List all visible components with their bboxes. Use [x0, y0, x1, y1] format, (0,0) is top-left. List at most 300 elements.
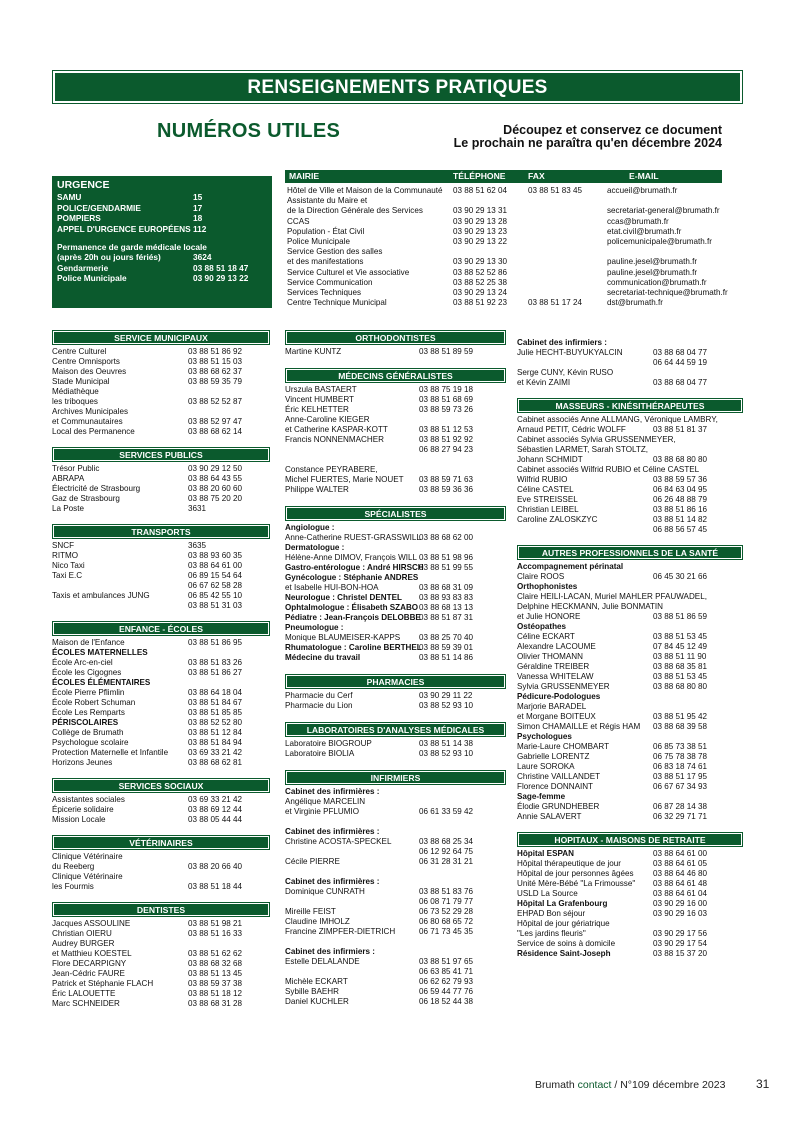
list-item: [52, 999, 270, 1009]
entry-phone: 03 88 25 70 40: [419, 633, 474, 642]
entry-name: Accompagnement périnatal: [517, 562, 624, 571]
list-item: [52, 882, 270, 892]
entry-phone: 03 69 33 21 42: [188, 748, 243, 757]
list-item: [52, 929, 270, 939]
mairie-row: [285, 186, 722, 196]
mairie-row: [285, 247, 722, 257]
entry-phone: 03 88 51 16 33: [188, 929, 243, 938]
entry-name: USLD La Source: [517, 889, 578, 898]
list-item: [285, 603, 506, 613]
mairie-cell: 03 90 29 13 24: [453, 287, 508, 297]
entry-name: Philippe WALTER: [285, 485, 349, 494]
mairie-row: [285, 278, 722, 288]
list-item: [52, 678, 270, 688]
entry-phone: 03 88 51 53 45: [653, 632, 708, 641]
list-item: [517, 368, 743, 378]
cut-note-line: Découpez et conservez ce document: [503, 123, 722, 137]
entry-name: Annie SALAVERT: [517, 812, 582, 821]
label: POMPIERS: [57, 213, 101, 224]
list-item: [285, 907, 506, 917]
entry-phone: 03 88 51 18 44: [188, 882, 243, 891]
entry-phone: 03 88 59 36 36: [419, 485, 474, 494]
list-item: [285, 749, 506, 759]
list-item: [52, 949, 270, 959]
list-item: [52, 728, 270, 738]
entry-phone: 06 88 56 57 45: [653, 525, 708, 534]
entry-name: Centre Culturel: [52, 347, 107, 356]
list-item: [517, 338, 743, 348]
entry-name: Daniel KUCHLER: [285, 997, 349, 1006]
entry-name: Patrick et Stéphanie FLACH: [52, 979, 154, 988]
entry-phone: 03 88 59 37 38: [188, 979, 243, 988]
number: 03 88 51 18 47: [193, 262, 249, 273]
list-item: [517, 602, 743, 612]
entry-name: Urszula BASTAERT: [285, 385, 357, 394]
list-item: [517, 849, 743, 859]
section-header: ORTHODONTISTES: [285, 330, 506, 345]
list-item: [52, 698, 270, 708]
number: 18: [193, 213, 203, 224]
entry-name: et Isabelle HUI-BON-HOA: [285, 583, 379, 592]
mairie-cell: communication@brumath.fr: [607, 277, 707, 287]
list-item: [517, 909, 743, 919]
list-item: [285, 827, 506, 837]
list-item: [517, 732, 743, 742]
entry-name: et Morgane BOITEUX: [517, 712, 596, 721]
entry-phone: 03 88 64 61 00: [653, 849, 708, 858]
list-item: [52, 872, 270, 882]
entry-name: Audrey BURGER: [52, 939, 115, 948]
entry-name: Caroline ZALOSKZYC: [517, 515, 598, 524]
mairie-cell: 03 88 51 83 45: [528, 186, 583, 195]
list-item: [52, 387, 270, 397]
footer-text: Brumath: [535, 1079, 578, 1091]
entry-phone: 03 88 51 84 94: [188, 738, 243, 747]
entry-name: Serge CUNY, Kévin RUSO: [517, 368, 614, 377]
list-item: [285, 623, 506, 633]
entry-phone: 06 18 52 44 38: [419, 997, 474, 1006]
entry-name: Éric KELHETTER: [285, 405, 349, 414]
entry-name: Wilfrid RUBIO: [517, 475, 568, 484]
entry-name: Anne-Catherine RUEST-GRASSWILL: [285, 533, 421, 542]
entry-name: Taxi E.C: [52, 571, 83, 580]
entry-phone: 06 12 92 64 75: [419, 847, 474, 856]
entry-name: Olivier THOMANN: [517, 652, 583, 661]
entry-name: Christine ACOSTA-SPECKEL: [285, 837, 392, 846]
list-item: [52, 648, 270, 658]
mairie-cell: 03 88 52 52 86: [453, 267, 508, 277]
entry-phone: 03 88 68 62 37: [188, 367, 243, 376]
entry-name: Sage-femme: [517, 792, 566, 801]
mairie-table: [285, 170, 728, 308]
entry-name: Céline ECKART: [517, 632, 575, 641]
entry-name: Alexandre LACOUME: [517, 642, 596, 651]
section: [52, 524, 270, 611]
list-item: [517, 812, 743, 822]
entry-name: École Robert Schuman: [52, 698, 136, 707]
entry-name: Cabinet des infirmières :: [285, 877, 380, 886]
entry-phone: 03 88 51 99 55: [419, 563, 474, 572]
list-item: [285, 593, 506, 603]
number: 17: [193, 202, 203, 213]
list-item: [52, 795, 270, 805]
entry-phone: 03 88 15 37 20: [653, 949, 708, 958]
urgence-row: [57, 213, 267, 223]
entry-phone: 03 88 51 86 27: [188, 668, 243, 677]
mairie-row: [285, 196, 722, 206]
entry-phone: 03 88 51 81 37: [653, 425, 708, 434]
list-item: [517, 435, 743, 445]
entry-phone: 03 88 20 60 60: [188, 484, 243, 493]
entry-name: Gastro-entérologue : André HIRSCH: [285, 563, 424, 572]
entry-name: Simon CHAMAILLE et Régis HAM: [517, 722, 641, 731]
entry-name: Julie HECHT-BUYUKYALCIN: [517, 348, 623, 357]
entry-name: Francine ZIMPFER-DIETRICH: [285, 927, 396, 936]
entry-name: Christian LEIBEL: [517, 505, 579, 514]
mairie-row: [285, 287, 728, 298]
mairie-cell: et des manifestations: [287, 257, 364, 267]
mairie-cell: etat.civil@brumath.fr: [607, 226, 682, 236]
list-item: [285, 857, 506, 867]
entry-name: Pédiatre : Jean-François DELOBBE: [285, 613, 421, 622]
entry-phone: 03 88 51 68 69: [419, 395, 474, 404]
entry-name: Hôpital ESPAN: [517, 849, 574, 858]
list-item: [285, 977, 506, 987]
entry-name: Dermatologue :: [285, 543, 345, 552]
entry-phone: 06 71 73 45 35: [419, 927, 474, 936]
entry-phone: 03 88 51 18 12: [188, 989, 243, 998]
list-item: [517, 662, 743, 672]
entry-name: Médiathèque: [52, 387, 99, 396]
entry-name: Jean-Cédric FAURE: [52, 969, 125, 978]
label: APPEL D'URGENCE EUROPÉENS: [57, 223, 191, 234]
entry-name: et Matthieu KOESTEL: [52, 949, 132, 958]
list-item: [52, 347, 270, 357]
list-item: [517, 939, 743, 949]
list-item: [517, 742, 743, 752]
list-item: [517, 475, 743, 485]
entry-name: et Catherine KASPAR-KOTT: [285, 425, 388, 434]
list-item: [52, 989, 270, 999]
mairie-cell: 03 90 29 13 31: [453, 206, 508, 216]
entry-name: du Reeberg: [52, 862, 95, 871]
list-item: [285, 837, 506, 847]
entry-phone: 03 88 51 98 96: [419, 553, 474, 562]
list-item: [285, 987, 506, 997]
list-item: [285, 435, 506, 445]
entry-name: les triboques: [52, 397, 98, 406]
list-item: [52, 581, 270, 591]
entry-name: Cécile PIERRE: [285, 857, 340, 866]
list-item: [285, 475, 506, 485]
section-header: SERVICES PUBLICS: [52, 447, 270, 462]
mairie-row: [285, 257, 722, 267]
entry-name: Angélique MARCELIN: [285, 797, 366, 806]
entry-phone: 03 90 29 16 03: [653, 909, 708, 918]
entry-name: Centre Omnisports: [52, 357, 120, 366]
list-item: [517, 869, 743, 879]
list-item: [517, 348, 743, 358]
list-item: [52, 464, 270, 474]
list-item: [517, 562, 743, 572]
entry-name: Trésor Public: [52, 464, 100, 473]
entry-name: Hôpital thérapeutique de jour: [517, 859, 621, 868]
list-item: [52, 758, 270, 768]
entry-phone: 06 87 28 14 38: [653, 802, 708, 811]
section: [285, 506, 506, 663]
section: [52, 621, 270, 768]
mairie-cell: 03 88 51 17 24: [528, 298, 583, 308]
list-item: [517, 612, 743, 622]
entry-name: Sybille BAEHR: [285, 987, 339, 996]
list-item: [52, 939, 270, 949]
list-item: [517, 425, 743, 435]
header-cell: MAIRIE: [289, 171, 320, 181]
mairie-cell: Hôtel de Ville et Maison de la Communauté: [287, 186, 443, 195]
mairie-row: [285, 237, 722, 247]
entry-phone: 03 88 05 44 44: [188, 815, 243, 824]
list-item: [285, 937, 506, 947]
entry-phone: 03 88 68 04 77: [653, 378, 708, 387]
mairie-row: [285, 298, 722, 308]
entry-phone: 06 88 27 94 23: [419, 445, 474, 454]
entry-phone: 03 88 51 15 03: [188, 357, 243, 366]
entry-name: Résidence Saint-Joseph: [517, 949, 611, 958]
section: [285, 330, 506, 357]
column-1: [52, 330, 270, 1019]
list-item: [517, 929, 743, 939]
list-item: [285, 787, 506, 797]
page-title: NUMÉROS UTILES: [157, 120, 341, 142]
list-item: [52, 718, 270, 728]
section: [517, 338, 743, 388]
entry-name: Neurologue : Christel DENTEL: [285, 593, 402, 602]
entry-phone: 06 83 18 74 61: [653, 762, 708, 771]
list-item: [285, 887, 506, 897]
section: [52, 778, 270, 825]
entry-name: Constance PEYRABERE,: [285, 465, 378, 474]
list-item: [517, 378, 743, 388]
list-item: [285, 533, 506, 543]
section-header: HOPITAUX - MAISONS DE RETRAITE: [517, 832, 743, 847]
list-item: [517, 582, 743, 592]
entry-phone: 03 88 51 14 86: [419, 653, 474, 662]
section: [285, 770, 506, 1007]
entry-name: Angiologue :: [285, 523, 335, 532]
entry-phone: 03 88 68 80 80: [653, 682, 708, 691]
entry-phone: 03 88 68 62 81: [188, 758, 243, 767]
section: [517, 545, 743, 822]
list-item: [517, 572, 743, 582]
entry-name: Christian OIERU: [52, 929, 112, 938]
number: 15: [193, 192, 203, 203]
urgence-title: URGENCE: [57, 179, 110, 191]
entry-phone: 03 88 51 83 76: [419, 887, 474, 896]
entry-phone: 03 88 51 31 03: [188, 601, 243, 610]
list-item: [285, 967, 506, 977]
entry-name: SNCF: [52, 541, 75, 550]
entry-name: École les Cigognes: [52, 668, 122, 677]
entry-name: Estelle DELALANDE: [285, 957, 360, 966]
entry-name: Épicerie solidaire: [52, 805, 114, 814]
list-item: [517, 445, 743, 455]
section-header: SERVICE MUNICIPAUX: [52, 330, 270, 345]
mairie-cell: Police Municipale: [287, 236, 350, 246]
list-item: [517, 415, 743, 425]
urgence-row: [57, 273, 267, 283]
entry-name: Hôpital de jour gériatrique: [517, 919, 610, 928]
footer: [535, 1080, 725, 1090]
entry-phone: 03 88 52 97 47: [188, 417, 243, 426]
entry-phone: 06 62 62 79 93: [419, 977, 474, 986]
entry-name: Service de soins à domicile: [517, 939, 616, 948]
entry-name: Claire ROOS: [517, 572, 565, 581]
list-item: [52, 688, 270, 698]
entry-name: Orthophonistes: [517, 582, 578, 591]
list-item: [285, 613, 506, 623]
entry-name: Stade Municipal: [52, 377, 110, 386]
footer-issue: / N°109 décembre 2023: [611, 1079, 726, 1091]
list-item: [285, 807, 506, 817]
list-item: [285, 691, 506, 701]
label: POLICE/GENDARMIE: [57, 202, 141, 213]
entry-phone: 03 88 51 85 85: [188, 708, 243, 717]
entry-phone: 06 85 42 55 10: [188, 591, 243, 600]
list-item: [52, 561, 270, 571]
urgence-row: [57, 224, 267, 234]
entry-name: Horizons Jeunes: [52, 758, 113, 767]
section-header: PHARMACIES: [285, 674, 506, 689]
column-2: [285, 330, 506, 1018]
mairie-cell: Service Communication: [287, 277, 373, 287]
entry-name: Mission Locale: [52, 815, 106, 824]
entry-phone: 03 88 68 31 28: [188, 999, 243, 1008]
mairie-cell: 03 88 52 25 38: [453, 277, 508, 287]
entry-name: La Poste: [52, 504, 84, 513]
list-item: [52, 504, 270, 514]
entry-name: École Arc-en-ciel: [52, 658, 113, 667]
mairie-cell: pauline.jesel@brumath.fr: [607, 267, 698, 277]
list-item: [517, 949, 743, 959]
entry-phone: 06 63 85 41 71: [419, 967, 474, 976]
entry-name: EHPAD Bon séjour: [517, 909, 586, 918]
list-item: [52, 748, 270, 758]
entry-phone: 03 88 52 93 10: [419, 749, 474, 758]
entry-phone: 03 88 68 35 81: [653, 662, 708, 671]
entry-name: et Virginie PFLUMIO: [285, 807, 360, 816]
list-item: [517, 792, 743, 802]
list-item: [285, 701, 506, 711]
mairie-cell: Centre Technique Municipal: [287, 298, 387, 308]
entry-phone: 06 32 29 71 71: [653, 812, 708, 821]
entry-name: Pharmacie du Lion: [285, 701, 353, 710]
entry-name: Claire HEILI-LACAN, Muriel MAHLER PFAUWADEL,: [517, 592, 707, 601]
section-header: SERVICES SOCIAUX: [52, 778, 270, 793]
list-item: [52, 658, 270, 668]
entry-phone: 03 90 29 11 22: [419, 691, 473, 700]
list-item: [52, 979, 270, 989]
entry-name: Hôpital de jour personnes âgées: [517, 869, 634, 878]
entry-name: Arnaud PETIT, Cédric WOLFF: [517, 425, 626, 434]
entry-name: Dominique CUNRATH: [285, 887, 365, 896]
entry-name: Martine KUNTZ: [285, 347, 342, 356]
section-header: INFIRMIERS: [285, 770, 506, 785]
entry-phone: 03 88 51 86 16: [653, 505, 708, 514]
list-item: [285, 523, 506, 533]
entry-name: Médecine du travail: [285, 653, 361, 662]
list-item: [285, 347, 506, 357]
header-cell: FAX: [528, 171, 545, 181]
entry-phone: 03 88 59 71 63: [419, 475, 474, 484]
list-item: [517, 505, 743, 515]
entry-phone: 06 67 67 34 93: [653, 782, 708, 791]
mairie-row: [285, 227, 722, 237]
entry-name: Collège de Brumath: [52, 728, 124, 737]
list-item: [285, 917, 506, 927]
entry-name: RITMO: [52, 551, 79, 560]
entry-phone: 06 08 71 79 77: [419, 897, 474, 906]
list-item: [517, 782, 743, 792]
list-item: [517, 632, 743, 642]
entry-name: Laboratoire BIOLIA: [285, 749, 355, 758]
list-item: [517, 622, 743, 632]
entry-phone: 03 88 59 39 01: [419, 643, 474, 652]
entry-phone: 03 88 68 62 00: [419, 533, 474, 542]
list-item: [517, 592, 743, 602]
entry-name: Marjorie BARADEL: [517, 702, 587, 711]
entry-name: Pharmacie du Cerf: [285, 691, 353, 700]
section-header: LABORATOIRES D'ANALYSES MÉDICALES: [285, 722, 506, 737]
entry-phone: 03 88 20 66 40: [188, 862, 243, 871]
entry-phone: 03 88 51 86 59: [653, 612, 708, 621]
entry-phone: 03 88 51 97 65: [419, 957, 474, 966]
list-item: [52, 668, 270, 678]
list-item: [285, 797, 506, 807]
entry-phone: 03 88 64 61 00: [188, 561, 243, 570]
entry-phone: 03 88 51 89 59: [419, 347, 474, 356]
list-item: [285, 563, 506, 573]
urgence-row: [57, 263, 267, 273]
entry-phone: 03 90 29 17 56: [653, 929, 708, 938]
section: [52, 835, 270, 892]
list-item: [517, 525, 743, 535]
list-item: [517, 712, 743, 722]
number: 112: [193, 223, 207, 234]
entry-phone: 03 88 64 46 80: [653, 869, 708, 878]
list-item: [285, 739, 506, 749]
entry-phone: 03 88 68 04 77: [653, 348, 708, 357]
entry-name: ÉCOLES MATERNELLES: [52, 648, 148, 657]
mairie-cell: 03 90 29 13 30: [453, 257, 508, 267]
entry-name: Sébastien LARMET, Sarah STOLTZ,: [517, 445, 649, 454]
list-item: [517, 682, 743, 692]
entry-name: Florence DONNAINT: [517, 782, 594, 791]
entry-name: Rhumatologue : Caroline BERTHEL: [285, 643, 422, 652]
entry-phone: 06 75 78 38 78: [653, 752, 708, 761]
entry-name: Nico Taxi: [52, 561, 85, 570]
list-item: [52, 397, 270, 407]
entry-name: Local des Permanence: [52, 427, 135, 436]
header-cell: TÉLÉPHONE: [453, 171, 506, 181]
list-item: [52, 862, 270, 872]
list-item: [517, 802, 743, 812]
entry-name: Cabinet des infirmières :: [285, 787, 380, 796]
list-item: [517, 722, 743, 732]
mairie-cell: 03 90 29 13 22: [453, 236, 508, 246]
entry-name: Électricité de Strasbourg: [52, 484, 141, 493]
list-item: [285, 877, 506, 887]
list-item: [52, 708, 270, 718]
